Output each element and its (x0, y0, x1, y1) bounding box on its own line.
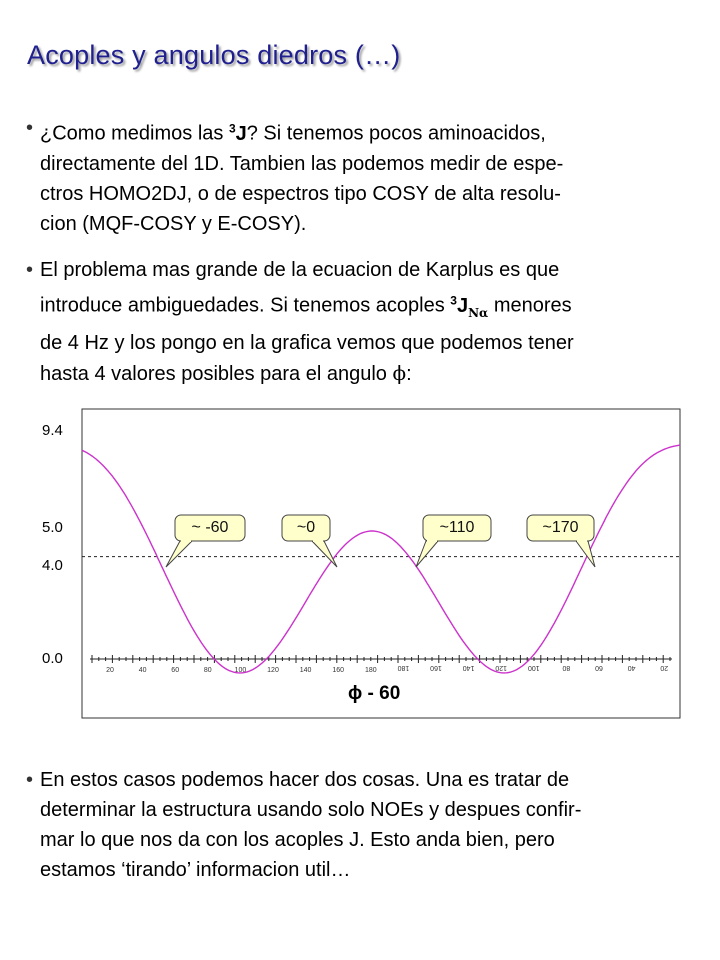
bullet-dot: • (26, 769, 34, 791)
y-tick-5.0: 5.0 (42, 519, 63, 536)
x-tick-label: 20 (660, 664, 669, 671)
y-tick-4.0: 4.0 (42, 557, 63, 574)
b1-sup: 3 (228, 121, 236, 135)
b1-line4: cion (MQF-COSY y E-COSY). (40, 212, 307, 235)
b3-line2: determinar la estructura usando solo NOEs y despues confir- (40, 799, 582, 821)
page-title: Acoples y angulos diedros (…) (27, 40, 401, 70)
y-tick-0.0: 0.0 (42, 650, 63, 667)
b2-line1: El problema mas grande de la ecuacion de Karplus es que (40, 259, 560, 281)
b1-j: J (235, 122, 247, 145)
x-tick-label: 80 (562, 664, 571, 671)
x-tick-label: 80 (203, 667, 212, 674)
b3-line4: estamos ‘tirando’ informacion util… (40, 859, 351, 881)
callout-minus-60: ~ -60 (191, 519, 229, 536)
b1-line1-post: ? Si tenemos pocos aminoacidos, (246, 122, 546, 145)
bullet-dot: • (26, 117, 34, 139)
b1-line1-pre: ¿Como medimos las (40, 122, 229, 145)
x-tick-label: 120 (267, 667, 279, 674)
y-tick-9.4: 9.4 (42, 422, 63, 439)
b1-line2: directamente del 1D. Tambien las podemos medir de espe- (40, 152, 564, 175)
b2-line4-post: : (406, 362, 412, 385)
x-tick-label: 140 (462, 664, 475, 671)
x-axis-label: ϕ - 60 (348, 683, 401, 704)
callout-170: ~170 (542, 519, 579, 536)
b1-line3: ctros HOMO2DJ, o de espectros tipo COSY de alta resolu- (40, 182, 561, 205)
callout-0: ~0 (296, 519, 316, 536)
x-tick-label: 60 (595, 664, 603, 671)
x-tick-label: 100 (234, 667, 247, 674)
b2-line2-post: menores (488, 294, 572, 317)
b2-line4-pre: hasta 4 valores posibles para el angulo (40, 362, 393, 385)
x-tick-label: 140 (299, 667, 312, 674)
x-tick-label: 160 (430, 664, 442, 671)
bullet-alternatives (26, 765, 698, 885)
x-tick-label: 180 (364, 667, 377, 674)
b2-sub: Nα (468, 305, 489, 320)
x-tick-label: 40 (627, 664, 636, 671)
b2-sup: 3 (450, 293, 457, 307)
b2-line3: de 4 Hz y los pongo en la grafica vemos que podemos tener (40, 331, 574, 354)
bullet-dot: • (26, 259, 34, 281)
x-tick-label: 160 (332, 667, 345, 674)
x-tick-label: 180 (397, 664, 410, 671)
x-tick-label: 60 (171, 667, 180, 674)
phi-symbol: ϕ (392, 360, 407, 385)
b2-line2-pre: introduce ambiguedades. Si tenemos acoples (40, 294, 451, 317)
b3-line1: En estos casos podemos hacer dos cosas. Una es tratar de (40, 769, 570, 791)
callout-110: ~110 (439, 519, 475, 536)
b3-line3: mar lo que nos da con los acoples J. Esto anda bien, pero (40, 829, 555, 851)
x-tick-label: 20 (106, 667, 114, 674)
x-tick-label: 40 (138, 667, 147, 674)
b2-j: J (456, 294, 469, 317)
x-tick-label: 120 (495, 664, 508, 671)
x-tick-label: 100 (527, 664, 540, 671)
